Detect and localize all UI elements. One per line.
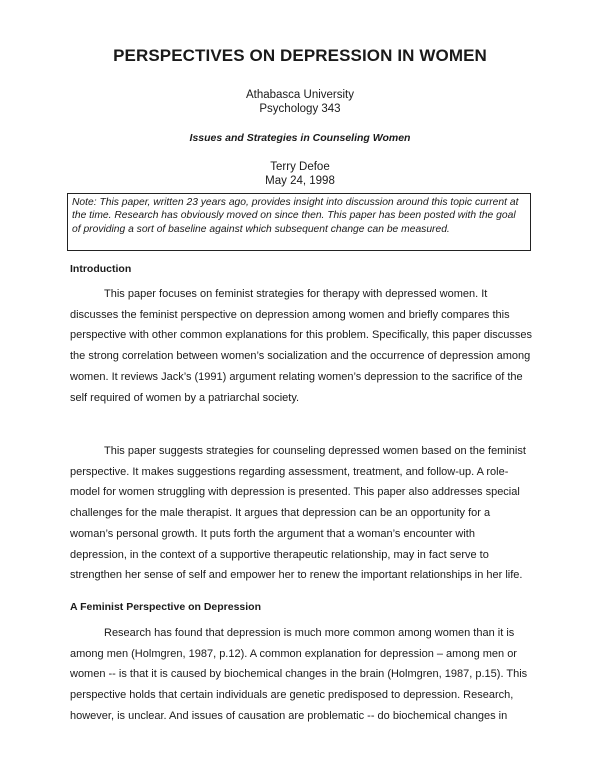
author-name: Terry Defoe xyxy=(270,161,330,173)
section-heading-feminist-perspective: A Feminist Perspective on Depression xyxy=(70,601,262,613)
paragraph-intro-1: This paper focuses on feminist strategies for therapy with depressed women. It discusses the feminist perspective on depression among women and briefly compares this perspective with other common explanations for this problem. Specifically, this paper discusses the strong correlation between women’s socialization and the occurrence of depression among women. It reviews Jack’s (1991) argument relating women’s depression to the sacrifice of the self required of women by a patriarchal society. xyxy=(70,288,533,404)
paragraph-feminist-1: Research has found that depression is much more common among women than it is among men (Holmgren, 1987, p.12). A common explanation for depression – among men or women -- is that it is caused by biochemical changes in the brain (Holmgren, 1987, p.15). This perspective holds that certain individuals are genetic predisposed to depression. Research, however, is unclear. And issues of causation are problematic -- do biochemical changes in xyxy=(70,627,528,722)
paper-date: May 24, 1998 xyxy=(265,175,335,187)
institution: Athabasca University xyxy=(245,89,355,101)
course-number: Psychology 343 xyxy=(259,103,341,115)
note-box: Note: This paper, written 23 years ago, provides insight into discussion around this topic current at the time. Research has obviously moved on since then. This paper has been posted with the goal of providing a sort of baseline against which subsequent change can be measured. xyxy=(67,193,531,251)
paper-title: PERSPECTIVES ON DEPRESSION IN WOMEN xyxy=(113,46,487,65)
section-heading-introduction: Introduction xyxy=(70,263,132,275)
paragraph-intro-2: This paper suggests strategies for counseling depressed women based on the feminist perspective. It makes suggestions regarding assessment, treatment, and follow-up. A role- model for women struggling with depression is presented. This paper also addresses special challenges for the male therapist. It argues that depression can be an opportunity for a woman’s personal growth. It puts forth the argument that a woman’s encounter with depression, in the context of a supportive therapeutic relationship, may in fact serve to strengthen her sense of self and empower her to renew the important relationships in her life. xyxy=(70,445,526,582)
course-title: Issues and Strategies in Counseling Women xyxy=(189,132,411,144)
